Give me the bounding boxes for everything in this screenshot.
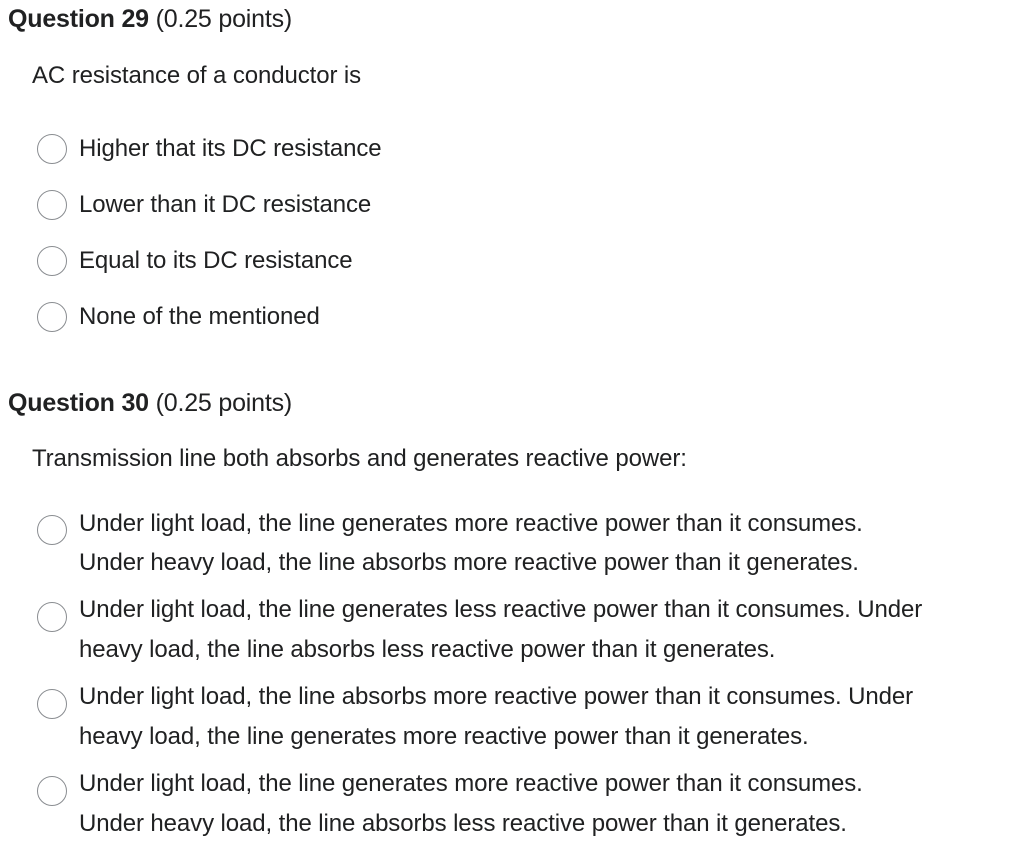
question-prompt: Transmission line both absorbs and generates reactive power: [32, 445, 687, 472]
answer-option-label: Higher that its DC resistance [79, 135, 382, 162]
radio-button[interactable] [37, 689, 67, 719]
answer-option-label-line-1: Under light load, the line generates more reactive power than it consumes. [79, 510, 863, 537]
question-number: Question 30 [8, 389, 149, 417]
answer-option-3[interactable] [37, 246, 67, 276]
radio-button[interactable] [37, 515, 67, 545]
answer-option-label-line-1: Under light load, the line generates more reactive power than it consumes. [79, 770, 863, 797]
answer-option-1[interactable] [37, 134, 67, 164]
answer-option-4[interactable] [37, 302, 67, 332]
question-points: (0.25 points) [155, 5, 293, 33]
question-points: (0.25 points) [155, 389, 293, 417]
radio-button[interactable] [37, 134, 67, 164]
question-number: Question 29 [8, 5, 149, 33]
answer-option-2[interactable] [37, 190, 67, 220]
radio-button[interactable] [37, 190, 67, 220]
answer-option-label-line-1: Under light load, the line generates less reactive power than it consumes. Under [79, 596, 923, 623]
question-header [8, 389, 292, 418]
radio-button[interactable] [37, 602, 67, 632]
answer-option-label-line-2: Under heavy load, the line absorbs more reactive power than it generates. [79, 549, 859, 576]
answer-option-label-line-1: Under light load, the line absorbs more reactive power than it consumes. Under [79, 683, 913, 710]
radio-button[interactable] [37, 246, 67, 276]
answer-option-3[interactable] [37, 689, 67, 719]
answer-option-label-line-2: heavy load, the line absorbs less reactive power than it generates. [79, 636, 776, 663]
answer-option-2[interactable] [37, 602, 67, 632]
answer-option-label: None of the mentioned [79, 303, 320, 330]
answer-option-4[interactable] [37, 776, 67, 806]
question-prompt: AC resistance of a conductor is [32, 62, 362, 89]
question-header [8, 5, 292, 34]
answer-option-label: Lower than it DC resistance [79, 191, 372, 218]
answer-option-1[interactable] [37, 515, 67, 545]
radio-button[interactable] [37, 302, 67, 332]
answer-option-label-line-2: heavy load, the line generates more reactive power than it generates. [79, 723, 809, 750]
answer-option-label: Equal to its DC resistance [79, 247, 353, 274]
radio-button[interactable] [37, 776, 67, 806]
answer-option-label-line-2: Under heavy load, the line absorbs less reactive power than it generates. [79, 810, 847, 837]
